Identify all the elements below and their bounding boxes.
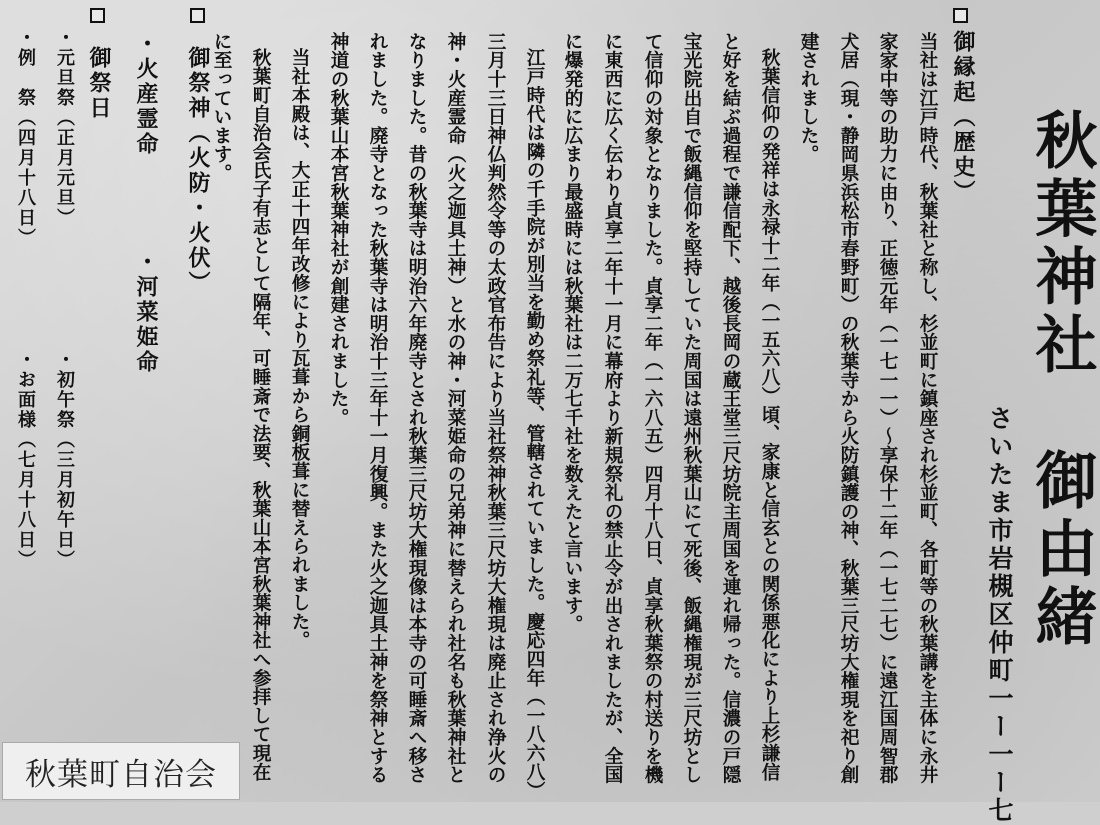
engi-line: 当社は江戸時代、秋葉社と称し、杉並町に鎮座され杉並町、各町等の秋葉講を主体に永井 bbox=[917, 32, 938, 784]
engi-line: 秋葉町自治会氏子有志として隔年、可睡斎で法要、秋葉山本宮秋葉神社へ参拝して現在 bbox=[250, 48, 271, 782]
checkbox-marker-icon bbox=[190, 8, 205, 27]
engi-line: て信仰の対象となりました。貞享二年（一六八五）四月十八日、貞享秋葉祭の村送りを機 bbox=[642, 32, 663, 784]
saijin-item: ・河菜姫命 bbox=[133, 250, 159, 375]
engi-heading: 御縁起（歴史） bbox=[950, 30, 976, 205]
engi-line: に爆発的に広まり最盛時には秋葉社は二万七千社を数えたと言います。 bbox=[562, 32, 583, 634]
sairei-item: ・初午祭（三月初午日） bbox=[54, 350, 75, 570]
sairei-item: ・元旦祭（正月元旦） bbox=[54, 28, 75, 228]
sairei-heading: 御祭日 bbox=[86, 46, 112, 121]
saijin-item: ・火産霊命 bbox=[133, 32, 159, 157]
engi-line: に至っています。 bbox=[211, 32, 232, 183]
engi-line: 神・火産霊命（火之迦具土神）と水の神・河菜姫命の兄弟神に替えられ社名も秋葉神社と bbox=[445, 32, 466, 784]
engi-line: と好を結ぶ過程で謙信配下、越後長岡の蔵王堂三尺坊院主周国を連れ帰った。信濃の戸隠 bbox=[720, 32, 741, 784]
jichikai-nameplate bbox=[2, 742, 240, 800]
engi-line: れました。廃寺となった秋葉寺は明治十三年十一月復興。また火之迦具土神を祭神とする bbox=[367, 32, 388, 784]
shrine-title: 秋葉神社 御由緒 bbox=[1025, 108, 1098, 652]
sairei-item: ・お面様（七月十八日） bbox=[15, 350, 36, 570]
engi-line: 宝光院出自で飯縄信仰を堅持していた周国は遠州秋葉山にて死後、飯縄権現が三尺坊とし bbox=[681, 32, 702, 784]
engi-line: 江戸時代は隣の千手院が別当を勤め祭礼等、管轄されていました。慶応四年（一八六八） bbox=[524, 48, 545, 800]
shrine-address: さいたま市岩槻区仲町一ー一ー七 bbox=[985, 405, 1014, 825]
engi-line: に東西に広く伝わり貞享二年十一月に幕府より新規祭礼の禁止令が出されましたが、全国 bbox=[602, 32, 623, 784]
engi-line: 神道の秋葉山本宮秋葉神社が創建されました。 bbox=[328, 32, 349, 427]
engi-line: 建されました。 bbox=[798, 32, 819, 164]
engi-line: 犬居（現・静岡県浜松市春野町）の秋葉寺から火防鎮護の神、秋葉三尺坊大権現を祀り創 bbox=[838, 32, 859, 784]
engi-line: 家家中等の助力に由り、正徳元年（一七一一）～享保十二年（一七二七）に遠江国周智郡 bbox=[877, 32, 898, 784]
engi-line: なりました。昔の秋葉寺は明治六年廃寺とされ秋葉三尺坊大権現像は本寺の可睡斎へ移さ bbox=[406, 32, 427, 784]
engi-line: 秋葉信仰の発祥は永禄十二年（一五六八）頃、家康と信玄との関係悪化により上杉謙信 bbox=[759, 48, 780, 782]
jichikai-name: 秋葉町自治会 bbox=[25, 756, 217, 793]
engi-line: 三月十三日神仏判然令等の太政官布告により当社祭神秋葉三尺坊大権現は廃止され浄火の bbox=[485, 32, 506, 784]
checkbox-marker-icon bbox=[953, 8, 968, 27]
engi-line: 当社本殿は、大正十四年改修により瓦葺から銅板葺に替えられました。 bbox=[289, 48, 310, 650]
sairei-item: ・例 祭（四月十八日） bbox=[15, 28, 36, 248]
checkbox-marker-icon bbox=[90, 8, 105, 27]
saijin-heading: 御祭神（火防・火伏） bbox=[185, 46, 211, 296]
